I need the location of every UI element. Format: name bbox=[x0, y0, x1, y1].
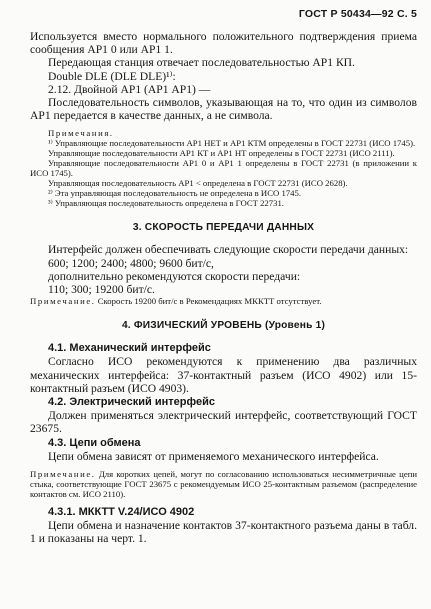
subsection-heading: 4.3. Цепи обмена bbox=[48, 436, 141, 449]
note-item: ¹⁾ Управляющие последовательности АР1 НЕТ и АР1 КТМ определены в ГОСТ 22731 (ИСО 1745). bbox=[48, 138, 416, 149]
subsection-heading: 4.3.1. МККТТ V.24/ИСО 4902 bbox=[48, 506, 195, 519]
paragraph: Цепи обмена и назначение контактов 37-контактного разъема даны в табл. 1 и показаны на черт. 1. bbox=[30, 519, 417, 546]
paragraph: Используется вместо нормального положительного подтверждения приема сообщения АР1 0 или АР1 1. bbox=[30, 30, 417, 57]
running-header: ГОСТ Р 50434—92 С. 5 bbox=[298, 8, 417, 20]
paragraph: Последовательность символов, указывающая на то, что один из символов АР1 передается в качестве данных, а не символа. bbox=[30, 96, 417, 123]
note-item: Управляющие последовательности АР1 0 и АР1 1 определены в ГОСТ 22731 (в приложении к ИСО 1745). bbox=[30, 158, 417, 179]
paragraph: 110; 300; 19200 бит/с. bbox=[48, 283, 155, 297]
note-label: Примечание. bbox=[30, 296, 96, 307]
subsection-heading: 4.2. Электрический интерфейс bbox=[48, 396, 215, 409]
paragraph: Цепи обмена зависят от применяемого механического интерфейса. bbox=[48, 449, 379, 463]
note-item: Управляющая последовательность АР1 < определена в ГОСТ 22731 (ИСО 2628). bbox=[48, 178, 348, 189]
notes-label: Примечания. bbox=[48, 128, 114, 139]
paragraph: Интерфейс должен обеспечивать следующие скорости передачи данных: bbox=[48, 243, 409, 257]
section-title: 3. СКОРОСТЬ ПЕРЕДАЧИ ДАННЫХ bbox=[132, 222, 315, 234]
note-text: Для коротких цепей, могут по согласованию использоваться несимметричные цепи стыка, соответствующие ГОСТ 23675 с рекомендуемым ИСО 25-контактным разъемом (распределение контактов см. ИСО 2110). bbox=[30, 469, 417, 500]
section-title: 4. ФИЗИЧЕСКИЙ УРОВЕНЬ (Уровень 1) bbox=[121, 320, 326, 332]
paragraph: дополнительно рекомендуются скорости передачи: bbox=[48, 269, 301, 283]
note-text: Скорость 19200 бит/с в Рекомендациях МККТТ отсутствует. bbox=[97, 296, 322, 307]
notes-block bbox=[30, 128, 417, 208]
note bbox=[30, 296, 417, 306]
page-content bbox=[30, 30, 417, 546]
paragraph: Передающая станция отвечает последовательностью АР1 КП. bbox=[48, 56, 355, 70]
note bbox=[30, 469, 417, 499]
paragraph: 600; 1200; 2400; 4800; 9600 бит/с, bbox=[48, 256, 214, 270]
note-label: Примечание. bbox=[30, 469, 96, 480]
paragraph: Согласно ИСО рекомендуются к применению два различных механических интерфейса: 37-контактный разъем (ИСО 4902) или 15-контактный разъем (ИСО 4903). bbox=[30, 355, 417, 395]
note-item: Управляющие последовательности АР1 КТ и АР1 НТ определены в ГОСТ 22731 (ИСО 2111). bbox=[48, 148, 395, 159]
paragraph: Должен применяться электрический интерфейс, соответствующий ГОСТ 23675. bbox=[30, 409, 417, 436]
note-item: ³⁾ Управляющая последовательность определена в ГОСТ 22731. bbox=[48, 198, 284, 209]
clause-heading: 2.12. Двойной АР1 (АР1 АР1) — bbox=[48, 82, 211, 96]
paragraph: Double DLE (DLE DLE)¹⁾: bbox=[48, 69, 176, 83]
subsection-heading: 4.1. Механический интерфейс bbox=[48, 342, 211, 355]
note-item: ²⁾ Эта управляющая последовательность не определена в ИСО 1745. bbox=[48, 188, 301, 199]
